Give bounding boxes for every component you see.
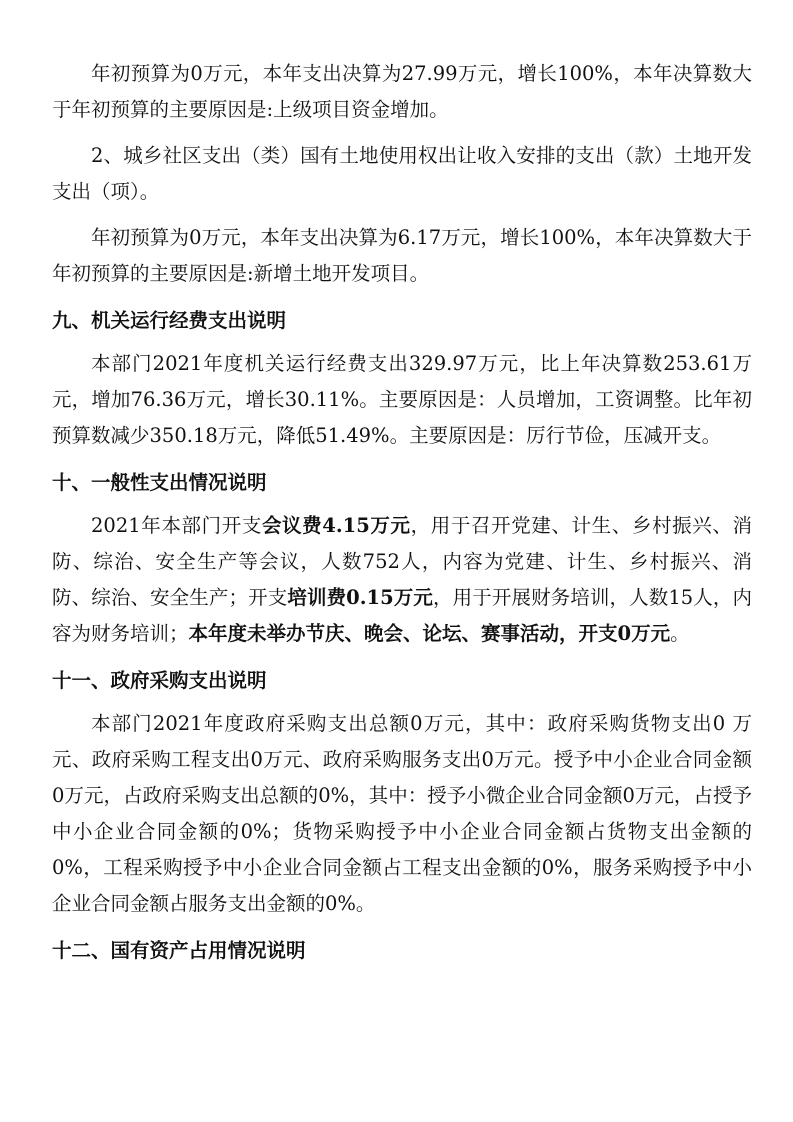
bold-training-fee: 培训费0.15万元 bbox=[287, 586, 434, 609]
text-run: ，用于召开党建、计生、乡村振兴、消防、综治、安全生产等会议，人数752人，内容为党建、计生、乡村振兴、消防、综治、安全生产；开支 bbox=[52, 514, 752, 609]
paragraph-general-expenses bbox=[52, 508, 752, 652]
paragraph-operating-expenses: 本部门2021年度机关运行经费支出329.97万元，比上年决算数253.61万元，增加76.36万元，增长30.11%。主要原因是：人员增加，工资调整。比年初预算数减少350.18万元，降低51.49%。主要原因是：厉行节俭，压减开支。 bbox=[52, 352, 752, 447]
heading-section-10: 十、一般性支出情况说明 bbox=[52, 471, 267, 494]
paragraph-procurement: 本部门2021年度政府采购支出总额0万元，其中：政府采购货物支出0 万元、政府采购工程支出0万元、政府采购服务支出0万元。授予中小企业合同金额0万元，占政府采购支出总额的0%，其中：授予小微企业合同金额0万元，占授予中小企业合同金额的0%；货物采购授予中小企业合同金额占货物支出金额的0%，工程采购授予中小企业合同金额占工程支出金额的0%，服务采购授予中小企业合同金额占服务支出金额的0%。 bbox=[52, 712, 752, 915]
heading-section-11: 十一、政府采购支出说明 bbox=[52, 669, 267, 692]
paragraph-budget-1: 年初预算为0万元，本年支出决算为27.99万元，增长100%，本年决算数大于年初预算的主要原因是:上级项目资金增加。 bbox=[52, 62, 752, 121]
heading-section-12: 十二、国有资产占用情况说明 bbox=[52, 939, 306, 962]
bold-no-events: 本年度未举办节庆、晚会、论坛、赛事活动，开支0万元 bbox=[188, 622, 671, 645]
text-run: 2021年本部门开支 bbox=[91, 514, 262, 537]
text-run: ，用于开展财务培训，人数15人，内容为财务培训； bbox=[52, 586, 752, 645]
text-run: 。 bbox=[670, 622, 690, 645]
paragraph-budget-2: 年初预算为0万元，本年支出决算为6.17万元，增长100%，本年决算数大于年初预算的主要原因是:新增土地开发项目。 bbox=[52, 226, 752, 285]
bold-meeting-fee: 会议费4.15万元 bbox=[261, 514, 411, 537]
paragraph-item-2: 2、城乡社区支出（类）国有土地使用权出让收入安排的支出（款）土地开发支出（项）。 bbox=[52, 144, 752, 203]
heading-section-9: 九、机关运行经费支出说明 bbox=[52, 309, 287, 332]
document-page bbox=[52, 56, 752, 976]
